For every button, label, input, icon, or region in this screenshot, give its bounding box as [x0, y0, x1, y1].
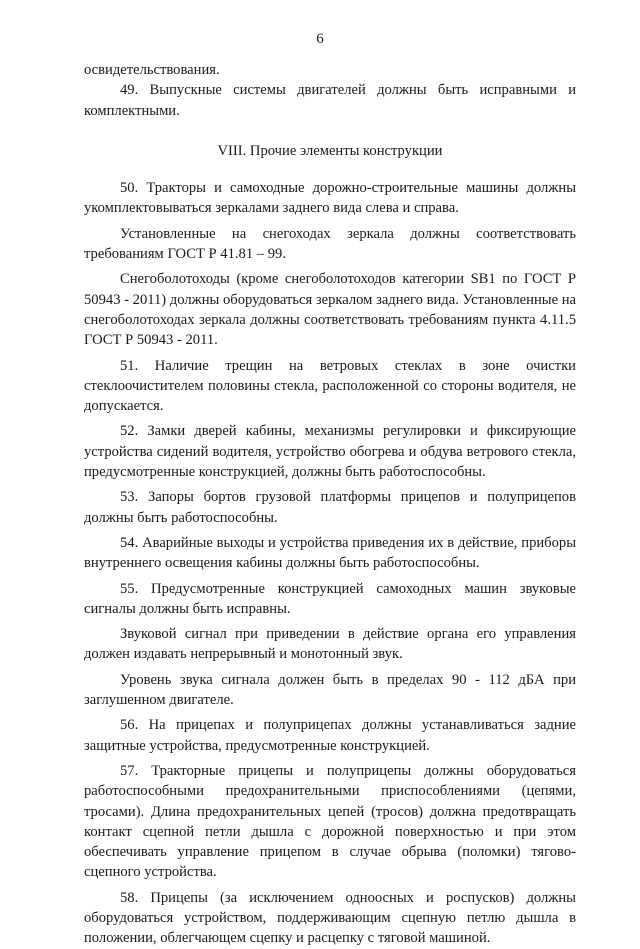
paragraph-51: 51. Наличие трещин на ветровых стеклах в зоне очистки стеклоочистителем половины стекла, расположенной со стороны водителя, не допускается.: [84, 357, 576, 415]
paragraph-52: 52. Замки дверей кабины, механизмы регулировки и фиксирующие устройства сидений водителя, устройство обогрева и обдува ветрового стекла, предусмотренные конструкцией, должны быть работоспособны.: [84, 423, 576, 481]
paragraph-55: 55. Предусмотренные конструкцией самоходных машин звуковые сигналы должны быть исправны.: [84, 580, 576, 617]
paragraph-snowmobile-mirrors: Установленные на снегоходах зеркала должны соответствовать требованиям ГОСТ Р 41.81 – 99.: [84, 225, 576, 263]
paragraph-58: 58. Прицепы (за исключением одноосных и роспусков) должны оборудоваться устройством, поддерживающим сцепную петлю дышла в положении, облегчающем сцепку и расцепку с тяговой машиной.: [84, 889, 576, 947]
paragraph-continuation: освидетельствования.: [84, 62, 220, 78]
page-number: 6: [316, 31, 324, 47]
paragraph-swamp-vehicles: Снегоболотоходы (кроме снегоболотоходов категории SB1 по ГОСТ Р 50943 - 2011) должны оборудоваться зеркалом заднего вида. Установленные на снегоболотоходах зеркала должны соответствовать требованиям пункта 4.11.5 ГОСТ Р 50943 - 2011.: [84, 271, 576, 349]
paragraph-sound-signal: Звуковой сигнал при приведении в действие органа его управления должен издавать непрерывный и монотонный звук.: [84, 626, 576, 663]
document-body: [84, 60, 576, 949]
paragraph-sound-level: Уровень звука сигнала должен быть в пределах 90 - 112 дБА при заглушенном двигателе.: [84, 671, 576, 709]
paragraph-50: 50. Тракторы и самоходные дорожно-строительные машины должны укомплектовываться зеркалами заднего вида слева и справа.: [84, 180, 576, 217]
section-title: VIII. Прочие элементы конструкции: [217, 142, 443, 159]
paragraph-49: 49. Выпускные системы двигателей должны быть исправными и комплектными.: [84, 82, 576, 119]
paragraph-57: 57. Тракторные прицепы и полуприцепы должны оборудоваться работоспособными предохранительными приспособлениями (цепями, тросами). Длина предохранительных цепей (тросов) должна предотвращать контакт сцепной петли дышла с дорожной поверхностью и при этом обеспечивать управление прицепом в случае обрыва (поломки) тягово-сцепного устройства.: [84, 762, 576, 881]
paragraph-53: 53. Запоры бортов грузовой платформы прицепов и полуприцепов должны быть работоспособны.: [84, 489, 576, 526]
paragraph-56: 56. На прицепах и полуприцепах должны устанавливаться задние защитные устройства, предусмотренные конструкцией.: [84, 717, 576, 754]
paragraph-54: 54. Аварийные выходы и устройства приведения их в действие, приборы внутреннего освещения кабины должны быть работоспособны.: [84, 534, 576, 572]
